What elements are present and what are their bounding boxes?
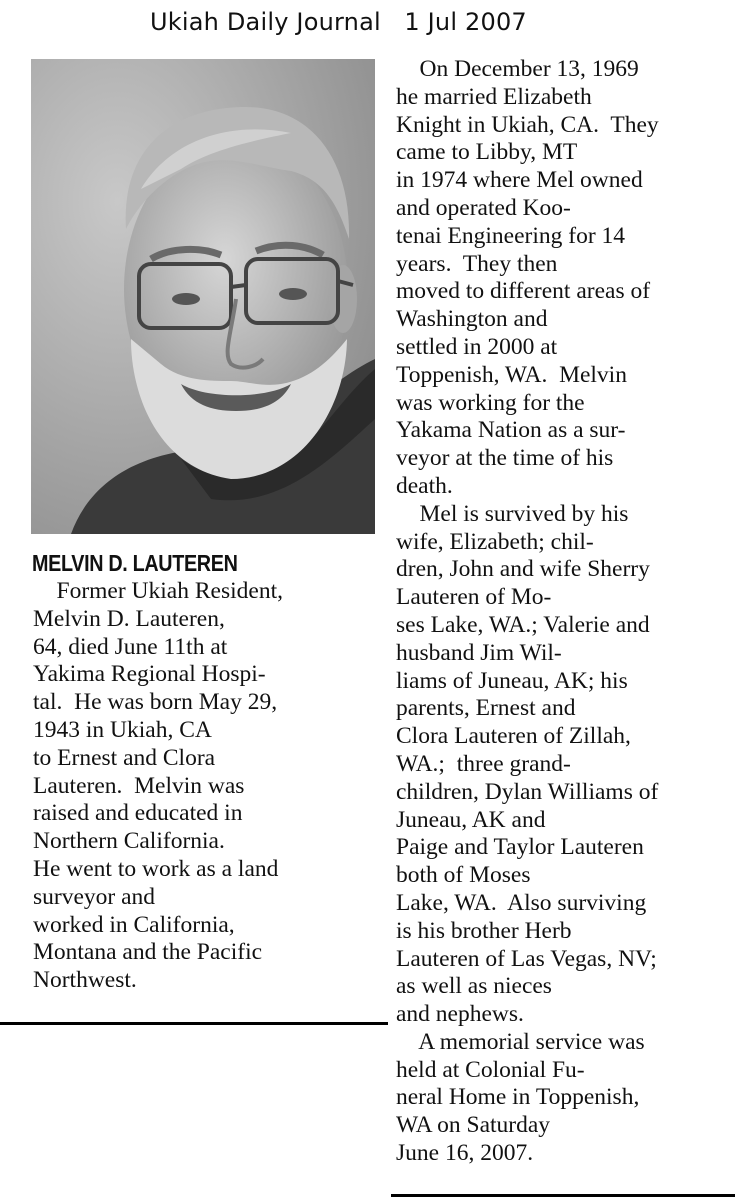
text-line: He went to work as a land	[33, 855, 279, 882]
text-line: he married Elizabeth	[396, 83, 592, 110]
publication-date: 1 Jul 2007	[404, 8, 527, 36]
text-line: dren, John and wife Sherry	[396, 556, 650, 583]
text-line: in 1974 where Mel owned	[396, 167, 643, 194]
text-line: ses Lake, WA.; Valerie and	[396, 611, 650, 638]
column-rule-right	[391, 1194, 735, 1197]
text-line: June 16, 2007.	[396, 1140, 534, 1167]
text-line: is his brother Herb	[396, 917, 572, 944]
text-line: Melvin D. Lauteren,	[33, 605, 225, 632]
text-line: neral Home in Toppenish,	[396, 1084, 640, 1111]
text-line: husband Jim Wil-	[396, 639, 562, 666]
text-line: wife, Elizabeth; chil-	[396, 528, 594, 555]
publication-name: Ukiah Daily Journal	[150, 8, 381, 36]
text-line: and nephews.	[396, 1001, 524, 1028]
text-line: Yakama Nation as a sur-	[396, 417, 626, 444]
text-line: and operated Koo-	[396, 194, 571, 221]
text-line: tal. He was born May 29,	[33, 689, 278, 716]
text-line: Toppenish, WA. Melvin	[396, 361, 627, 388]
text-line: raised and educated in	[33, 800, 243, 827]
text-line: Juneau, AK and	[396, 806, 546, 833]
text-line: came to Libby, MT	[396, 139, 578, 166]
text-line: On December 13, 1969	[396, 56, 639, 82]
text-line: moved to different areas of	[396, 278, 651, 305]
portrait-photo	[31, 59, 375, 534]
column-rule-left	[0, 1022, 388, 1025]
masthead	[150, 6, 590, 38]
text-line: Yakima Regional Hospi-	[33, 661, 266, 688]
text-line: children, Dylan Williams of	[396, 778, 659, 805]
text-line: parents, Ernest and	[396, 695, 576, 722]
text-line: Mel is survived by his	[396, 500, 629, 527]
text-line: Lake, WA. Also surviving	[396, 889, 647, 916]
text-line: Lauteren of Las Vegas, NV;	[396, 945, 657, 972]
text-line: A memorial service was	[396, 1028, 645, 1055]
obituary-text-left	[33, 578, 383, 995]
text-line: both of Moses	[396, 862, 531, 889]
text-line: held at Colonial Fu-	[396, 1056, 585, 1083]
text-line: surveyor and	[33, 883, 156, 910]
text-line: death.	[396, 472, 453, 499]
text-line: Knight in Ukiah, CA. They	[396, 111, 659, 138]
text-line: Washington and	[396, 306, 548, 333]
text-line: Lauteren. Melvin was	[33, 772, 245, 799]
deceased-name: MELVIN D. LAUTEREN	[32, 550, 238, 576]
text-line: veyor at the time of his	[396, 445, 614, 472]
text-line: 1943 in Ukiah, CA	[33, 716, 212, 743]
text-line: Lauteren of Mo-	[396, 584, 552, 611]
text-line: Clora Lauteren of Zillah,	[396, 723, 631, 750]
text-line: Northern California.	[33, 828, 225, 855]
text-line: 64, died June 11th at	[33, 633, 228, 660]
text-line: settled in 2000 at	[396, 333, 558, 360]
text-line: years. They then	[396, 250, 558, 277]
obituary-text-right	[396, 56, 731, 1168]
text-line: as well as nieces	[396, 973, 552, 1000]
text-line: WA on Saturday	[396, 1112, 551, 1139]
text-line: liams of Juneau, AK; his	[396, 667, 628, 694]
text-line: WA.; three grand-	[396, 750, 571, 777]
text-line: tenai Engineering for 14	[396, 222, 626, 249]
text-line: to Ernest and Clora	[33, 744, 216, 771]
text-line: was working for the	[396, 389, 585, 416]
text-line: Paige and Taylor Lauteren	[396, 834, 644, 861]
text-line: Former Ukiah Resident,	[33, 578, 283, 604]
text-line: Northwest.	[33, 967, 137, 994]
text-line: Montana and the Pacific	[33, 939, 263, 966]
text-line: worked in California,	[33, 911, 235, 938]
